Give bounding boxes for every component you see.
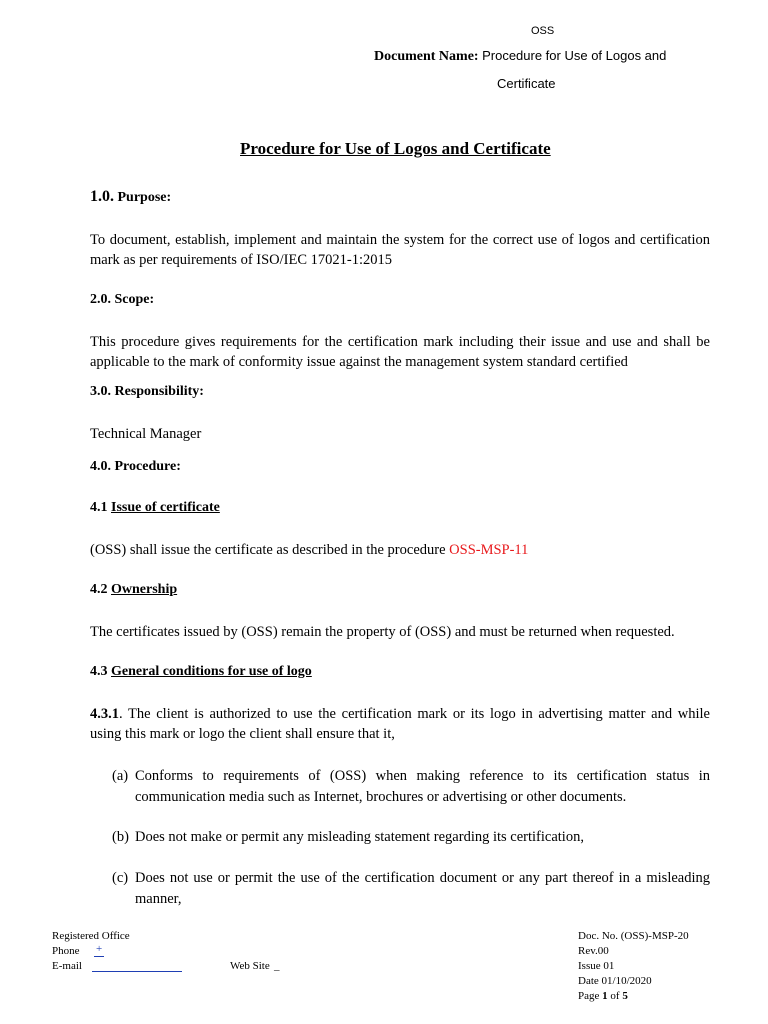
- section-general-sub-text: . The client is authorized to use the certification mark or its logo in advertising matter and while using this mark or logo the client shall ensure that it,: [90, 706, 710, 742]
- section-scope-heading: 2.0. Scope:: [90, 292, 155, 307]
- footer-page: [578, 989, 758, 1004]
- section-procedure-heading: 4.0. Procedure:: [90, 459, 181, 474]
- document-name-value: Procedure for Use of Logos and: [482, 48, 667, 63]
- footer-phone-value[interactable]: +: [96, 943, 103, 955]
- section-purpose-title: Purpose:: [117, 190, 172, 205]
- footer-issue: Issue 01: [578, 960, 615, 972]
- footer-email-link[interactable]: [92, 971, 182, 972]
- footer-registered-office: Registered Office: [52, 930, 130, 942]
- section-general-number: 4.3: [90, 664, 108, 679]
- section-ownership-text: The certificates issued by (OSS) remain the property of (OSS) and must be returned when requested.: [90, 624, 675, 640]
- section-responsibility-heading: 3.0. Responsibility:: [90, 384, 204, 399]
- list-item-text: Does not use or permit the use of the certification document or any part thereof in a misleading manner,: [135, 870, 710, 907]
- header-org: OSS: [531, 25, 555, 37]
- list-item: [112, 766, 710, 808]
- section-general-text: [90, 704, 710, 744]
- section-purpose-number: 1.0.: [90, 188, 114, 205]
- section-general-title: General conditions for use of logo: [111, 664, 312, 679]
- list-item-marker: (c): [112, 870, 129, 886]
- section-responsibility-text: Technical Manager: [90, 426, 202, 442]
- footer-contact: [52, 929, 352, 974]
- footer-doc-no: Doc. No. (OSS)-MSP-20: [578, 930, 689, 942]
- list-item-marker: (b): [112, 829, 129, 845]
- section-ownership-number: 4.2: [90, 582, 108, 597]
- page-title: Procedure for Use of Logos and Certificate: [240, 139, 551, 158]
- document-name-line: [374, 48, 666, 65]
- footer-page-of: of: [607, 990, 623, 1002]
- footer-email-row: [52, 959, 352, 974]
- section-general-heading: [90, 664, 312, 680]
- list-item: [112, 868, 710, 910]
- section-issue-text: [90, 540, 710, 560]
- footer-phone-row: [52, 944, 352, 959]
- section-issue-number: 4.1: [90, 500, 108, 515]
- footer-page-current: 1: [602, 990, 608, 1002]
- footer-website-label: Web Site: [230, 960, 270, 972]
- footer-page-prefix: Page: [578, 990, 603, 1002]
- section-scope-text: This procedure gives requirements for the certification mark including their issue and use and shall be applicable to the mark of conformity issue against the management system standard certified: [90, 334, 710, 370]
- section-issue-heading: [90, 500, 220, 516]
- list-item-text: Does not make or permit any misleading statement regarding its certification,: [135, 829, 584, 845]
- section-issue-title: Issue of certificate: [111, 500, 220, 515]
- section-general-sub-number: 4.3.1: [90, 706, 119, 722]
- section-ownership-title: Ownership: [111, 582, 178, 597]
- list-item: [112, 827, 710, 848]
- footer-page-total: 5: [622, 990, 628, 1002]
- footer-rev: Rev.00: [578, 945, 609, 957]
- footer-phone-label: Phone: [52, 945, 80, 957]
- list-item-text: Conforms to requirements of (OSS) when making reference to its certification status in communication media such as Internet, brochures or advertising or other documents.: [135, 768, 710, 805]
- section-ownership-heading: [90, 582, 177, 598]
- document-name-label: Document Name:: [374, 49, 479, 64]
- section-purpose-heading: [90, 188, 171, 206]
- footer-website-value[interactable]: _: [274, 960, 280, 972]
- section-purpose-text: To document, establish, implement and maintain the system for the correct use of logos and certification mark as per requirements of ISO/IEC 17021-1:2015: [90, 232, 710, 268]
- footer-date: Date 01/10/2020: [578, 975, 652, 987]
- procedure-reference-link[interactable]: OSS-MSP-11: [449, 542, 529, 558]
- section-issue-body: (OSS) shall issue the certificate as described in the procedure: [90, 542, 450, 558]
- document-name-value-cont: Certificate: [497, 76, 556, 91]
- footer-doc-info: [578, 929, 758, 1004]
- list-item-marker: (a): [112, 768, 129, 784]
- footer-email-label: E-mail: [52, 960, 82, 972]
